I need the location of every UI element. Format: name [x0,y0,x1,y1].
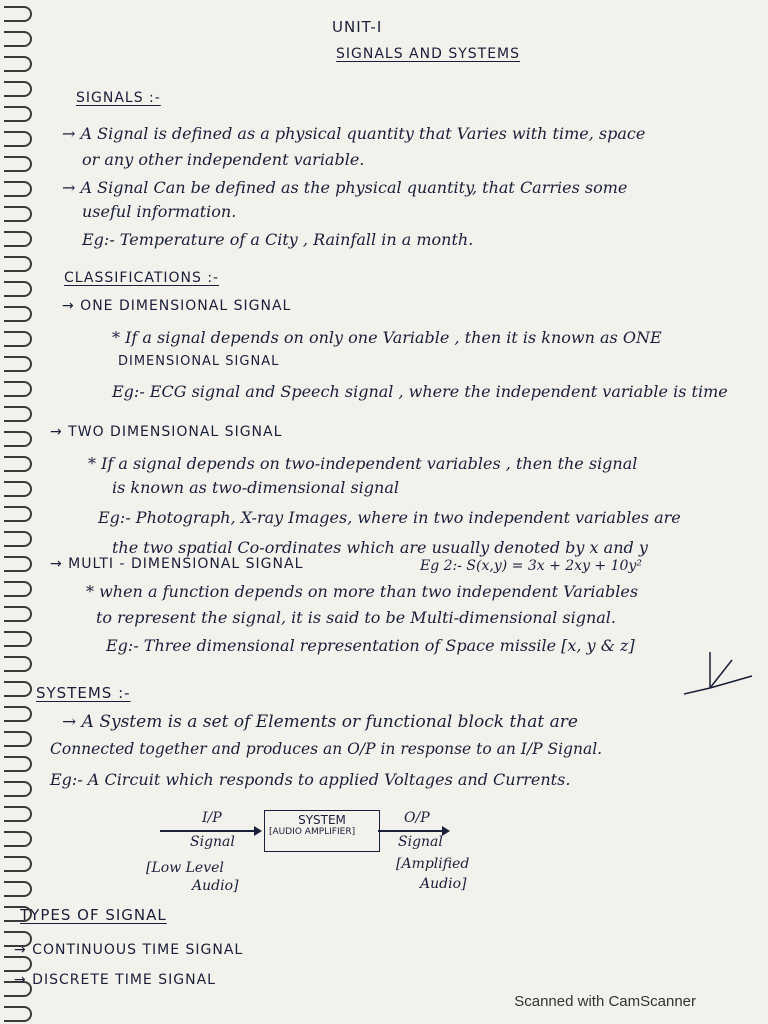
output-label-bottom: Signal [398,834,443,850]
spiral-coil [4,231,32,247]
spiral-coil [4,956,32,972]
spiral-coil [4,256,32,272]
spiral-coil [4,631,32,647]
multi-dim-line1: * when a function depends on more than two independent Variables [86,582,639,601]
input-note-line2: Audio] [192,878,239,894]
two-dim-title: → TWO DIMENSIONAL SIGNAL [50,424,283,440]
two-dim-line1: * If a signal depends on two-independent variables , then the signal [88,454,638,473]
input-label-top: I/P [202,810,222,826]
system-block-title: SYSTEM [298,813,346,827]
spiral-coil [4,56,32,72]
spiral-coil [4,731,32,747]
input-label-bottom: Signal [190,834,235,850]
output-label-top: O/P [404,810,430,826]
systems-heading: SYSTEMS :- [36,684,131,702]
types-item-discrete: → DISCRETE TIME SIGNAL [14,972,216,988]
spiral-coil [4,756,32,772]
signal-example: Eg:- Temperature of a City , Rainfall in a month. [82,230,474,249]
spiral-coil [4,206,32,222]
spiral-coil [4,131,32,147]
multi-dim-example: Eg:- Three dimensional representation of Space missile [x, y & z] [106,636,635,655]
two-dim-example-line2: the two spatial Co-ordinates which are usually denoted by x and y [112,538,648,557]
system-block-subtitle: [AUDIO AMPLIFIER] [269,827,356,837]
spiral-coil [4,781,32,797]
spiral-coil [4,656,32,672]
spiral-coil [4,606,32,622]
systems-line1: → A System is a set of Elements or functional block that are [62,712,578,732]
input-arrow [160,830,260,832]
spiral-coil [4,331,32,347]
signals-heading: SIGNALS :- [76,90,161,106]
spiral-coil [4,156,32,172]
one-dim-line2: DIMENSIONAL SIGNAL [118,354,280,369]
one-dim-example: Eg:- ECG signal and Speech signal , where the independent variable is time [112,382,728,401]
spiral-coil [4,556,32,572]
spiral-coil [4,706,32,722]
systems-example: Eg:- A Circuit which responds to applied Voltages and Currents. [50,770,571,789]
output-note-line1: [Amplified [396,856,470,872]
spiral-coil [4,881,32,897]
multi-dim-title: → MULTI - DIMENSIONAL SIGNAL [50,556,304,572]
system-block [264,810,380,852]
spiral-coil [4,531,32,547]
spiral-coil [4,831,32,847]
spiral-coil [4,31,32,47]
one-dim-line1: * If a signal depends on only one Variable , then it is known as ONE [112,328,662,347]
output-arrow [378,830,448,832]
spiral-coil [4,106,32,122]
spiral-coil [4,381,32,397]
scanner-watermark: Scanned with CamScanner [514,993,696,1010]
two-dim-example-line1: Eg:- Photograph, X-ray Images, where in two independent variables are [98,508,681,527]
types-item-continuous: → CONTINUOUS TIME SIGNAL [14,942,244,958]
spiral-coil [4,581,32,597]
spiral-coil [4,406,32,422]
spiral-coil [4,306,32,322]
spiral-coil [4,856,32,872]
output-note-line2: Audio] [420,876,467,892]
systems-line2: Connected together and produces an O/P in response to an I/P Signal. [50,740,603,758]
spiral-coil [4,431,32,447]
input-note-line1: [Low Level [146,860,224,876]
signal-def2-line1: → A Signal Can be defined as the physical quantity, that Carries some [62,178,628,197]
classifications-heading: CLASSIFICATIONS :- [64,270,220,286]
unit-label: UNIT-I [332,18,383,36]
two-dim-line2: is known as two-dimensional signal [112,478,399,497]
axes-sketch-icon [680,646,760,696]
two-dim-equation: Eg 2:- S(x,y) = 3x + 2xy + 10y² [420,558,642,574]
spiral-coil [4,181,32,197]
spiral-coil [4,81,32,97]
spiral-coil [4,6,32,22]
page-title: SIGNALS AND SYSTEMS [336,46,521,62]
spiral-coil [4,806,32,822]
signal-def1-line1: → A Signal is defined as a physical quantity that Varies with time, space [62,124,646,143]
spiral-coil [4,506,32,522]
spiral-coil [4,481,32,497]
types-heading: TYPES OF SIGNAL [20,906,167,924]
spiral-binding [0,0,44,1024]
signal-def1-line2: or any other independent variable. [82,150,365,169]
spiral-coil [4,681,32,697]
spiral-coil [4,356,32,372]
signal-def2-line2: useful information. [82,202,237,221]
spiral-coil [4,1006,32,1022]
spiral-coil [4,456,32,472]
one-dim-title: → ONE DIMENSIONAL SIGNAL [62,298,292,314]
spiral-coil [4,281,32,297]
multi-dim-line2: to represent the signal, it is said to be Multi-dimensional signal. [96,608,616,627]
